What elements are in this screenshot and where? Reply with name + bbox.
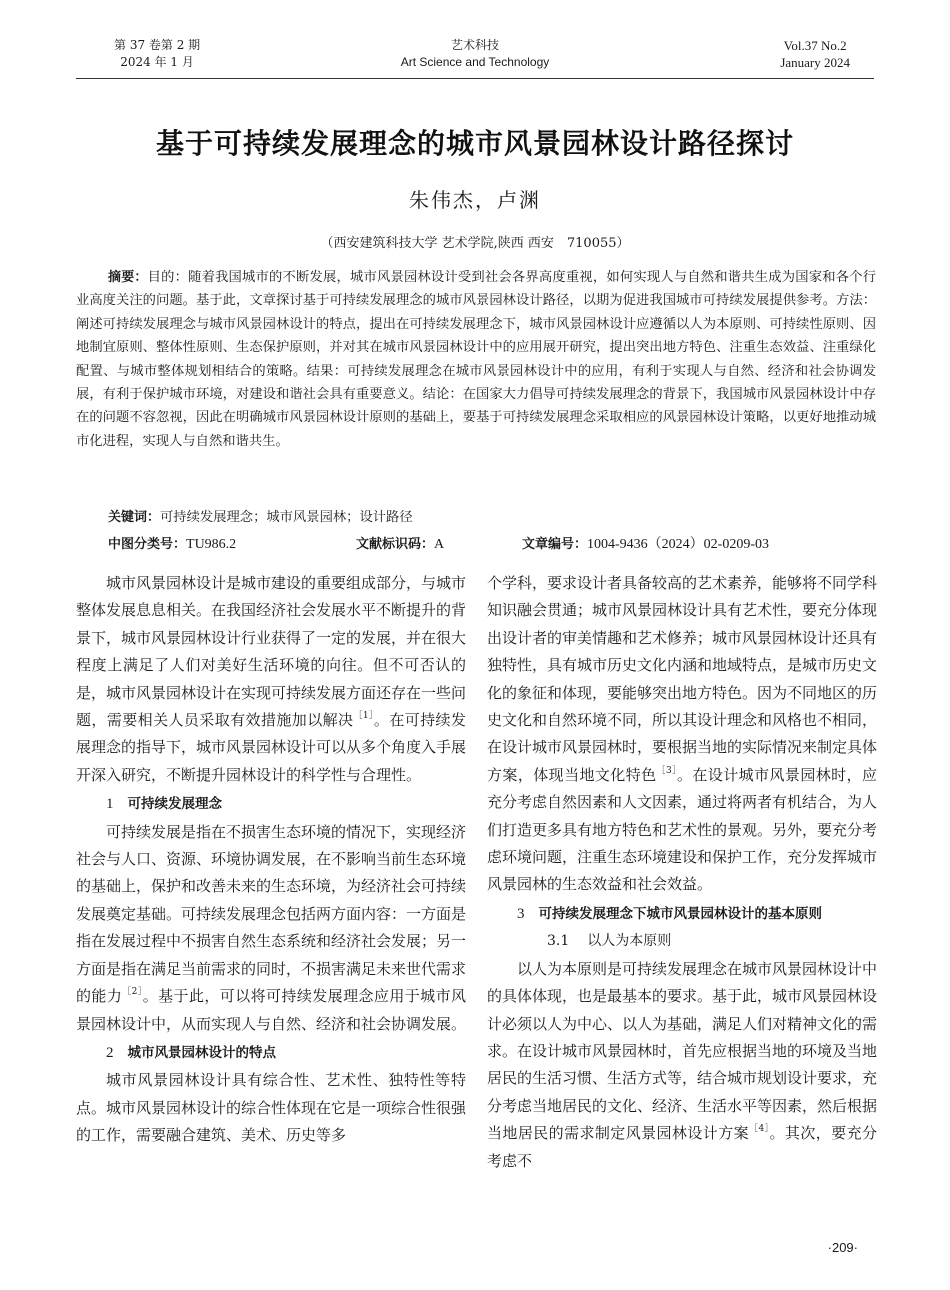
intro-text-b: 。在可持续发展理念的指导下，城市风景园林设计可以从多个角度入手展开深入研究，不断提升园林设计的科学性与合理性。: [76, 711, 467, 784]
paragraph-section-1: [76, 819, 466, 1038]
section-2-text-a: 城市风景园林设计具有综合性、艺术性、独特性等特点。城市风景园林设计的综合性体现在它是一项综合性很强的工作，需要融合建筑、美术、历史等多: [76, 1071, 467, 1145]
intro-text-a: 城市风景园林设计是城市建设的重要组成部分，与城市整体发展息息相关。在我国经济社会发展水平不断提升的背景下，城市风景园林设计行业获得了一定的发展，并在很大程度上满足了人们对美好生活环境的向往。但不可否认的是，城市风景园林设计在实现可持续发展方面还存在一些问题，需要相关人员采取有效措施加以解决: [76, 574, 467, 730]
paragraph-section-2-cont: [487, 570, 877, 899]
article-label: 文章编号：: [522, 537, 588, 552]
section-title: 城市风景园林设计的特点: [127, 1044, 276, 1061]
keywords-label: 关键词：: [108, 510, 161, 525]
date-cn: 2024 年 1 月: [120, 55, 194, 69]
section-heading-3: [487, 901, 877, 928]
subsection-title: 以人为本原则: [587, 933, 672, 950]
journal-name-cn: 艺术科技: [450, 38, 499, 52]
abstract: [76, 266, 876, 453]
section-heading-2: [76, 1040, 466, 1067]
header-journal: [76, 37, 874, 71]
clc-value: TU986.2: [186, 537, 237, 552]
journal-name-en: Art Science and Technology: [400, 55, 550, 69]
section-title: 可持续发展理念: [127, 796, 222, 813]
running-header: [76, 36, 874, 79]
abstract-label: 摘要：: [108, 270, 148, 285]
clc-label: 中图分类号：: [108, 537, 187, 552]
section-3-1-text-a: 以人为本原则是可持续发展理念在城市风景园林设计中的具体体现，也是最基本的要求。基于此，城市风景园林设计必须以人为中心、以人为基础，满足人们对精神文化的需求。在设计城市风景园林时，首先应根据当地的环境及当地居民的生活习惯、生活方式等，结合城市规划设计要求，充分考虑当地居民的文化、经济、生活水平等因素，然后根据当地居民的需求制定风景园林设计方案: [487, 959, 878, 1143]
section-1-text-b: 。基于此，可以将可持续发展理念应用于城市风景园林设计中，从而实现人与自然、经济和社会协调发展。: [76, 987, 467, 1033]
citation-2: ［2］: [122, 987, 143, 998]
document-code: [356, 533, 444, 553]
section-3-1-text-b: 。其次，要充分考虑不: [487, 1124, 877, 1170]
header-volume-en: [780, 37, 850, 71]
citation-3: ［3］: [656, 765, 678, 776]
authors: 朱伟杰，卢渊: [409, 188, 541, 212]
section-number: 2: [106, 1044, 114, 1061]
citation-4: ［4］: [749, 1124, 770, 1135]
body-column-right: [487, 570, 877, 1175]
section-heading-1: [76, 791, 466, 818]
section-title: 可持续发展理念下城市风景园林设计的基本原则: [538, 905, 822, 922]
volume-cn: 第 37 卷第 2 期: [114, 38, 201, 52]
volume-en: Vol.37 No.2: [783, 38, 847, 53]
article-value: 1004-9436（2024）02-0209-03: [587, 537, 770, 552]
keywords-text: 可持续发展理念；城市风景园林；设计路径: [160, 510, 413, 525]
section-1-text-a: 可持续发展是指在不损害生态环境的情况下，实现经济社会与人口、资源、环境协调发展，在不影响当前生态环境的基础上，保护和改善未来的生态环境，为经济社会可持续发展奠定基础。可持续发展理念包括两方面内容：一方面是指在发展过程中不损害自然生态系统和经济社会发展；另一方面是指在满足当前需求的同时，不损害满足未来世代需求的能力: [76, 822, 467, 1006]
abstract-text: 目的：随着我国城市的不断发展，城市风景园林设计受到社会各界高度重视，如何实现人与自然和谐共生成为国家和各个行业高度关注的问题。基于此，文章探讨基于可持续发展理念的城市风景园林设计路径，以期为促进我国城市可持续发展提供参考。方法：阐述可持续发展理念与城市风景园林设计的特点，提出在可持续发展理念下，城市风景园林设计应遵循以人为本原则、可持续性原则、因地制宜原则、整体性原则、生态保护原则，并对其在城市风景园林设计中的应用展开研究，提出突出地方特色、注重生态效益、注重绿化配置、与城市整体规划相结合的策略。结果：可持续发展理念在城市风景园林设计中的应用，有利于实现人与自然、经济和社会协调发展，有利于保护城市环境，对建设和谐社会具有重要意义。结论：在国家大力倡导可持续发展理念的背景下，我国城市风景园林设计中存在的问题不容忽视，因此在明确城市风景园林设计原则的基础上，要基于可持续发展理念采取相应的风景园林设计策略，以更好地推动城市化进程，实现人与自然和谐共生。: [76, 270, 876, 449]
paragraph-section-2-start: [76, 1067, 466, 1149]
section-2-text-b: 个学科，要求设计者具备较高的艺术素养，能够将不同学科知识融会贯通；城市风景园林设计具有艺术性，要充分体现出设计者的审美情趣和艺术修养；城市风景园林设计还具有独特性，具有城市历史文化内涵和地域特点，是城市历史文化的象征和体现，要能够突出地方特色。因为不同地区的历史文化和自然环境不同，所以其设计理念和风格也不相同，在设计城市风景园林时，要根据当地的实际情况来制定具体方案，体现当地文化特色: [487, 574, 878, 784]
clc-number: [108, 533, 236, 553]
body-column-left: [76, 570, 466, 1150]
subsection-number: 3.1: [547, 933, 570, 950]
paragraph-section-3-1: [487, 956, 877, 1175]
keywords: [108, 506, 413, 525]
article-number: [522, 533, 769, 553]
section-2-text-c: 。在设计城市风景园林时，应充分考虑自然因素和人文因素，通过将两者有机结合，为人们打造更多具有地方特色和艺术性的景观。另外，要充分考虑环境问题，注重生态环境建设和保护工作，充分发挥城市风景园林的生态效益和社会效益。: [487, 765, 878, 894]
paragraph-intro: [76, 570, 466, 789]
paper-title: 基于可持续发展理念的城市风景园林设计路径探讨: [155, 127, 794, 160]
section-number: 1: [106, 796, 114, 813]
subsection-heading-3-1: [487, 928, 877, 955]
affiliation: （西安建筑科技大学 艺术学院,陕西 西安 710055）: [320, 236, 630, 251]
date-en: January 2024: [780, 55, 850, 70]
section-number: 3: [517, 905, 525, 922]
doc-label: 文献标识码：: [356, 537, 435, 552]
doc-value: A: [434, 537, 445, 552]
page-number: ·209·: [827, 1240, 858, 1255]
citation-1: ［1］: [353, 711, 374, 722]
